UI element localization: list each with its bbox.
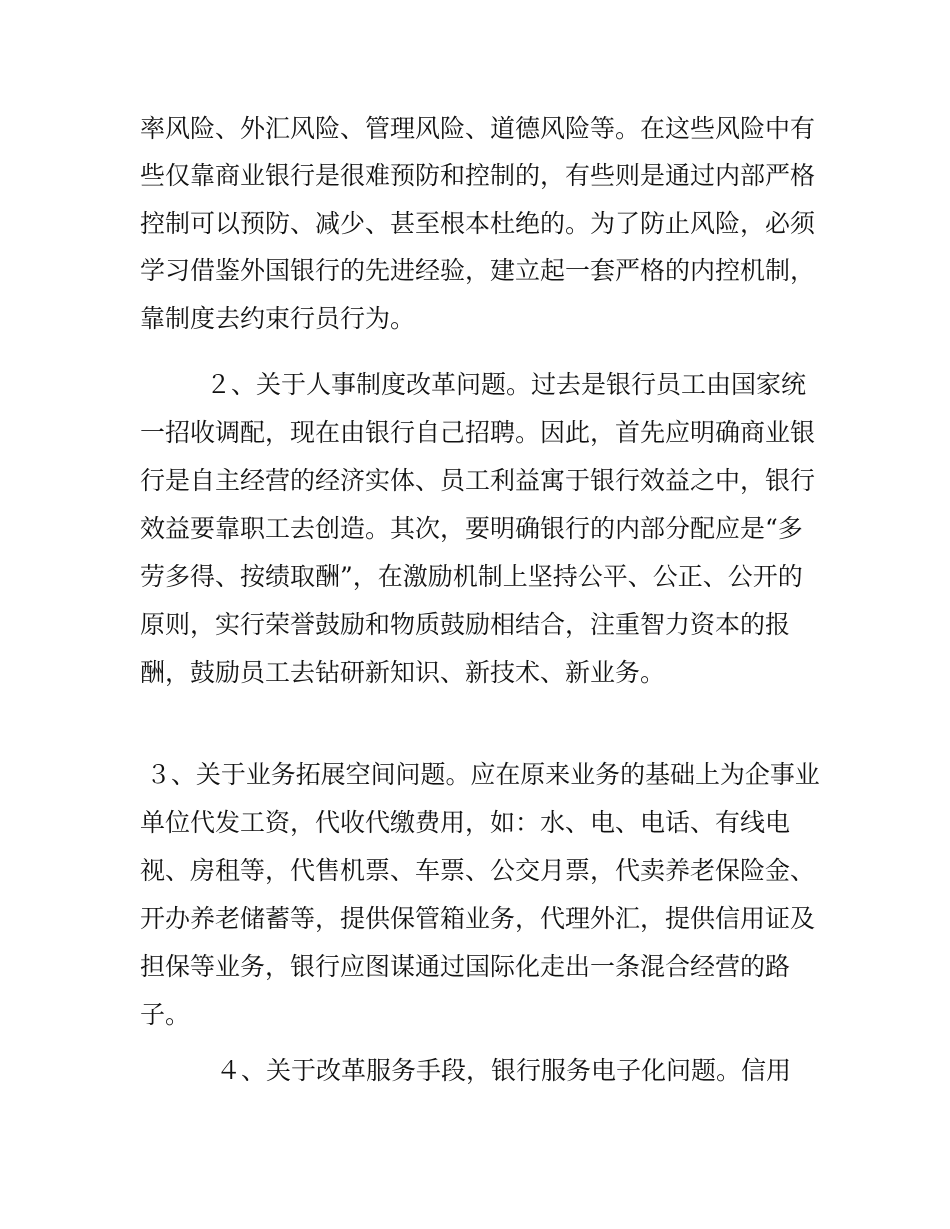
paragraph-line: 效益要靠职工去创造。其次，要明确银行的内部分配应是“多	[140, 514, 803, 543]
paragraph-line: 一招收调配，现在由银行自己招聘。因此，首先应明确商业银	[140, 418, 816, 447]
paragraph-line: 靠制度去约束行员行为。	[140, 304, 416, 333]
paragraph-line: 担保等业务，银行应图谋通过国际化走出一条混合经营的路	[140, 952, 791, 981]
paragraph-line: 子。	[140, 1000, 191, 1029]
paragraph-line: ３、关于业务拓展空间问题。应在原来业务的基础上为企事业	[146, 760, 820, 789]
paragraph-line: 视、房租等，代售机票、车票、公交月票，代卖养老保险金、	[140, 856, 816, 885]
paragraph-line: 行是自主经营的经济实体、员工利益寓于银行效益之中，银行	[140, 466, 816, 495]
paragraph-line: ２、关于人事制度改革问题。过去是银行员工由国家统	[206, 370, 807, 399]
paragraph-line: ４、关于改革服务手段，银行服务电子化问题。信用	[216, 1056, 792, 1085]
paragraph-line: 率风险、外汇风险、管理风险、道德风险等。在这些风险中有	[140, 114, 816, 143]
paragraph-line: 开办养老储蓄等，提供保管箱业务，代理外汇，提供信用证及	[140, 904, 816, 933]
paragraph-line: 些仅靠商业银行是很难预防和控制的，有些则是通过内部严格	[140, 161, 816, 190]
paragraph-line: 单位代发工资，代收代缴费用，如：水、电、电话、有线电	[140, 808, 791, 837]
paragraph-line: 原则，实行荣誉鼓励和物质鼓励相结合，注重智力资本的报	[140, 610, 791, 639]
paragraph-line: 控制可以预防、减少、甚至根本杜绝的。为了防止风险，必须	[140, 209, 816, 238]
paragraph-line: 劳多得、按绩取酬”，在激励机制上坚持公平、公正、公开的	[140, 562, 803, 591]
paragraph-line: 学习借鉴外国银行的先进经验，建立起一套严格的内控机制，	[140, 256, 816, 285]
paragraph-line: 酬，鼓励员工去钻研新知识、新技术、新业务。	[140, 658, 666, 687]
